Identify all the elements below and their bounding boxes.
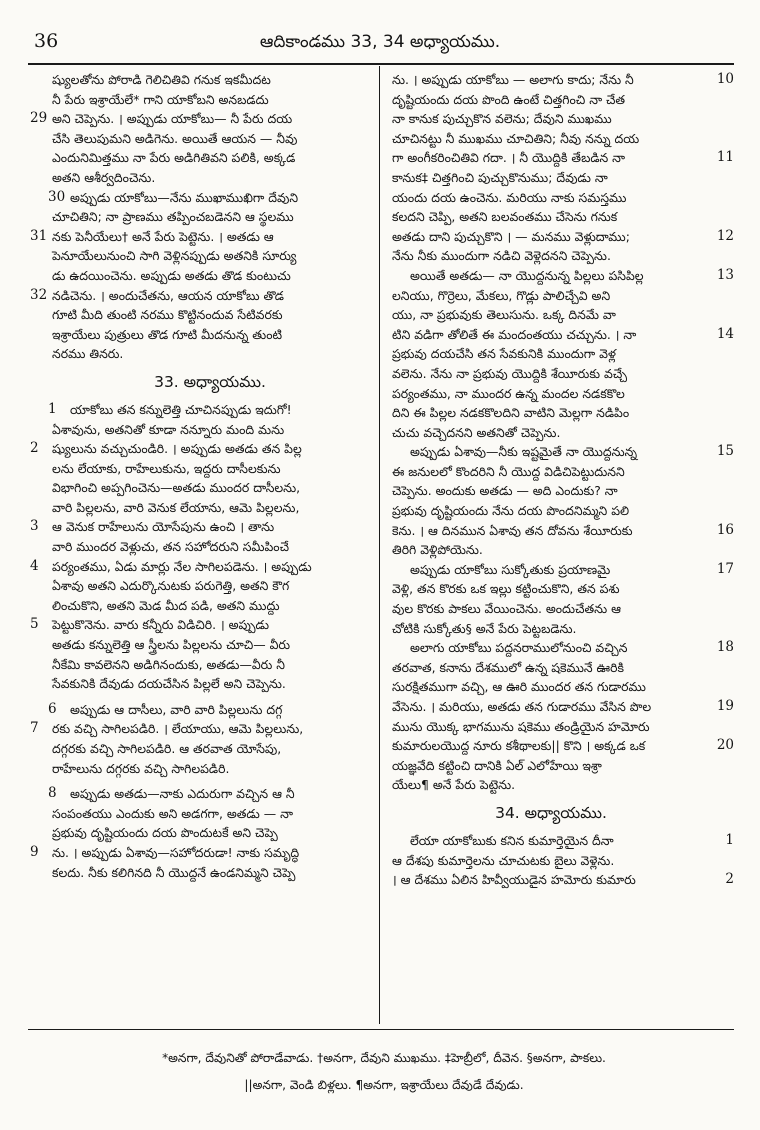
line-text: చూచితిని; నా ప్రాణము తప్పించబడెనని ఆ స్థలము xyxy=(52,209,294,225)
line-text: కుమారులయొద్ద నూరు కశీథాలకు|| కొని । అక్కడ ఒక xyxy=(392,738,646,754)
line-text: టిని వడిగా తోలితే ఈ మందంతయు చచ్చును. । నా xyxy=(392,326,637,342)
line-text: నేను నీకు ముందుగా నడిచి వెళ్లెదనని చెప్పెను. xyxy=(392,248,611,264)
text-line xyxy=(392,129,710,149)
text-line xyxy=(392,364,710,384)
line-text: విభాగించి అప్పగించెను—అతడు ముందర దాసీలను, xyxy=(52,480,301,496)
verse-number: 4 xyxy=(30,557,39,574)
footnote-line: *అనగా, దేవునితో పోరాడేవాడు. †అనగా, దేవుని ముఖము. ‡హెబ్రీలో, దీవెన. §అనగా, పాకలు. xyxy=(162,1051,606,1065)
text-line xyxy=(52,537,368,557)
line-text: యు, నా ప్రభువుకు తెలుసును. ఒక్క దినమే వా xyxy=(392,307,616,323)
line-text: వలెను. నేను నా ప్రభువు యొద్దికి శేయీరుకు వచ్చే xyxy=(392,365,628,381)
line-text: ష్యులతోను పోరాడి గెలిచితివి గనుక ఇకమీదట xyxy=(52,72,271,87)
line-text: కెను. । ఆ దినమున ఏశావు తన దోవను శేయీరుకు xyxy=(392,522,633,538)
footnote-rule xyxy=(28,1029,734,1030)
line-text: యేలు¶ అనే పేరు పెట్టెను. xyxy=(392,777,516,793)
text-line xyxy=(392,70,734,90)
text-line xyxy=(392,109,710,129)
line-text: రకు వచ్చి సాగిలపడిరి. । లేయాయు, ఆమె పిల్లలును, xyxy=(52,721,304,737)
text-line xyxy=(392,501,710,521)
page-number: 36 xyxy=(34,30,59,52)
line-text: దిని ఈ పిల్లల నడకకొలదిని వాటిని మెల్లగా నడిపిం xyxy=(392,405,630,421)
line-text: చేసి తెలుపుమని అడిగెను. అయితే ఆయన — నీవు xyxy=(52,130,298,146)
line-text: పర్యంతము, నా ముందర ఉన్న మందల నడకకొల xyxy=(392,385,625,401)
footnotes xyxy=(44,1045,724,1099)
text-line xyxy=(52,168,368,188)
line-text: వారి పిల్లలను, వారి వెనుక లేయాను, ఆమె పిల్లలను, xyxy=(52,499,300,515)
text-line xyxy=(52,207,368,227)
text-line xyxy=(52,148,368,168)
line-text: అతడు దాని పుచ్చుకొని । — మనము వెళ్లుదాము; xyxy=(392,228,630,244)
line-text: కలదని చెప్పి, అతని బలవంతము చేసెను గనుక xyxy=(392,209,618,225)
line-text: సేవకునికి దేవుడు దయచేసిన పిల్లలే అని చెప్పెను. xyxy=(52,676,286,692)
footnote-line: ||అనగా, వెండి బిళ్లలు. ¶అనగా, ఇశ్రాయేలు దేవుడే దేవుడు. xyxy=(244,1078,524,1092)
line-text: దగ్గరకు వచ్చి సాగిలపడిరి. ఆ తరవాత యోసేపు, xyxy=(52,741,282,756)
verse-number: 17 xyxy=(716,560,734,577)
text-line xyxy=(392,168,710,188)
chapter-heading xyxy=(392,795,710,831)
line-text: నకు పెనీయేలు† అనే పేరు పెట్టెను. । అతడు ఆ xyxy=(52,228,274,244)
line-text: కానుక‡ చిత్తగించి పుచ్చుకొనుము; దేవుడు నా xyxy=(392,169,608,185)
line-text: అతని ఆశీర్వదించెను. xyxy=(52,169,156,185)
line-text: పెనూయేలునుంచి సాగి వెళ్లినప్పుడు అతనికి సూర్యు xyxy=(52,248,297,264)
line-text: ఏశావును, అతనితో కూడా నన్నూరు మంది మను xyxy=(52,421,285,437)
line-text: అలాగు యాకోబు పద్దనరాములోనుంచి వచ్చిన xyxy=(410,640,628,656)
line-text: ప్రభువు దృష్టియందు నేను దయ పొందనిమ్మని పలి xyxy=(392,503,630,519)
line-text: అతడు కన్నులెత్తి ఆ స్త్రీలను పిల్లలను చూచి— వీరు xyxy=(52,637,291,653)
column-divider xyxy=(379,66,380,1024)
line-text: చూచినట్టు నీ ముఖము చూచితిని; నీవు నన్ను దయ xyxy=(392,130,640,146)
line-text: యాకోబు తన కన్నులెత్తి చూచినప్పుడు ఇదుగో! xyxy=(70,401,292,417)
text-line xyxy=(52,635,368,655)
text-line xyxy=(52,459,368,479)
line-text: చుచు వచ్చెదనని అతనితో చెప్పెను. xyxy=(392,424,561,440)
text-line xyxy=(392,775,710,795)
text-line xyxy=(52,478,368,498)
text-line xyxy=(392,266,734,286)
verse-number: 30 xyxy=(48,188,66,205)
line-text: సురక్షితముగా వచ్చి, ఆ ఊరి ముందర తన గుడారము xyxy=(392,679,646,695)
text-line xyxy=(392,579,710,599)
line-text: లను లేయాకు, రాహేలుకును, ఇద్దరు దాసీలకును xyxy=(52,460,281,476)
line-text: ఎందునిమిత్తము నా పేరు అడిగితివని పలికి, అక్కడ xyxy=(52,150,296,166)
line-text: పెట్టుకొనెను. వారు కన్నీరు విడిచిరి. । అప్పుడు xyxy=(52,617,269,633)
line-text: లేయా యాకోబుకు కనిన కుమార్తెయైన దీనా xyxy=(410,832,614,848)
verse-number: 13 xyxy=(716,266,734,283)
line-text: ఏశావు అతని ఎదుర్కొనుటకు పరుగెత్తి, అతని కౌగ xyxy=(52,578,290,594)
verse-number: 8 xyxy=(48,785,57,802)
line-text: అయితే అతడు— నా యొద్దనున్న పిల్లలు పసిపిల్ల xyxy=(410,267,644,283)
text-line xyxy=(392,462,710,482)
text-line xyxy=(30,439,368,459)
line-text: డు ఉదయించెను. అప్పుడు అతడు తొడ కుంటుచు xyxy=(52,267,291,283)
text-line xyxy=(392,736,734,756)
text-line xyxy=(392,90,710,110)
text-line xyxy=(52,90,368,110)
line-text: చోటికి సుక్కోతు§ అనే పేరు పెట్టబడెను. xyxy=(392,620,577,636)
line-text: అప్పుడు యాకోబు సుక్కోతుకు ప్రయాణమై xyxy=(410,561,611,577)
line-text: ఈ జనులలో కొందరిని నీ యొద్ద విడిచిపెట్టుదునని xyxy=(392,463,625,479)
text-line xyxy=(52,863,368,883)
text-line xyxy=(30,719,368,739)
text-line xyxy=(392,717,710,737)
text-line xyxy=(30,615,368,635)
line-text: గా అంగీకరించితివి గదా. । నీ యొద్దికి తేబడిన నా xyxy=(392,150,626,166)
line-text: అప్పుడు ఏశావు—నీకు ఇష్టమైతే నా యొద్దనున్న xyxy=(410,444,637,460)
line-text: కలదు. నీకు కలిగినది నీ యొద్దనే ఉండనిమ్మని చెప్పె xyxy=(52,864,296,880)
text-line xyxy=(392,481,710,501)
line-text: పర్యంతము, ఏడు మార్లు నేల సాగిలపడెను. । అప్పుడు xyxy=(52,558,312,574)
line-text: దృష్టియందు దయ పొంది ఉంటే చిత్తగించి నా చేత xyxy=(392,91,626,107)
text-line xyxy=(48,400,368,420)
line-text: మును యొక్క భాగమును షకెము తండ్రియైన హమోరు xyxy=(392,718,650,734)
text-line xyxy=(392,619,710,639)
text-line xyxy=(392,599,710,619)
line-text: లనియు, గొర్రెలు, మేకలు, గొడ్లు పాలిచ్చేవి అని xyxy=(392,287,611,303)
line-text: । ఆ దేశము ఏలిన హివ్వీయుడైన హమోరు కుమారు xyxy=(392,872,636,888)
text-line xyxy=(52,266,368,286)
text-line xyxy=(52,246,368,266)
line-text: వేసెను. । మరియు, అతడు తన గుడారము వేసిన పొల xyxy=(392,699,652,714)
text-line xyxy=(392,227,734,247)
chapter-heading xyxy=(52,364,368,400)
text-line xyxy=(52,70,368,90)
text-line xyxy=(30,227,368,247)
text-line xyxy=(52,655,368,675)
line-text: నీ పేరు ఇశ్రాయేలే* గాని యాకోబని అనబడదు xyxy=(52,91,269,107)
line-text: ఆ వెనుక రాహేలును యోసేపును ఉంచి । తాను xyxy=(52,519,275,535)
text-line xyxy=(392,305,710,325)
line-text: అప్పుడు అతడు—నాకు ఎదురుగా వచ్చిన ఆ నీ xyxy=(70,786,295,802)
text-line xyxy=(52,804,368,824)
verse-number: 29 xyxy=(30,110,48,127)
line-text: తరవాత, కనాను దేశములో ఉన్న షకెమునే ఊరికి xyxy=(392,659,624,675)
text-line xyxy=(392,851,710,871)
verse-number: 7 xyxy=(30,720,39,737)
text-line xyxy=(392,188,710,208)
verse-number: 32 xyxy=(30,286,48,303)
verse-number: 11 xyxy=(716,149,734,166)
verse-number: 9 xyxy=(30,843,39,860)
line-text: అప్పుడు ఆ దాసీలు, వారి వారి పిల్లలును దగ్గ xyxy=(70,701,283,717)
line-text: యందు దయ ఉంచెను. మరియు నాకు సమస్తము xyxy=(392,189,627,205)
line-text: లించుకొని, అతని మెడ మీద పడి, అతని ముద్దు xyxy=(52,597,280,613)
text-line xyxy=(52,576,368,596)
text-line xyxy=(392,286,710,306)
text-line xyxy=(30,109,368,129)
line-text: 33. అధ్యాయము. xyxy=(154,372,266,391)
text-line xyxy=(30,286,368,306)
left-column xyxy=(30,70,368,882)
verse-number: 1 xyxy=(48,400,57,417)
text-line xyxy=(392,756,710,776)
line-text: సంపంతయు ఎందుకు అని అడగగా, అతడు — నా xyxy=(52,805,293,821)
verse-number: 2 xyxy=(725,871,734,888)
text-line xyxy=(392,384,710,404)
text-line xyxy=(52,129,368,149)
line-text: 34. అధ్యాయము. xyxy=(495,803,607,822)
text-line xyxy=(52,739,368,759)
line-text: ఆ దేశపు కుమార్తెలను చూచుటకు బైలు వెళ్లెను. xyxy=(392,852,615,868)
text-line xyxy=(392,403,710,423)
text-line xyxy=(52,596,368,616)
text-line xyxy=(392,423,710,443)
text-line xyxy=(52,674,368,694)
verse-number: 5 xyxy=(30,616,39,633)
text-line xyxy=(52,759,368,779)
verse-number: 19 xyxy=(716,698,734,714)
verse-number: 6 xyxy=(48,700,57,717)
text-line xyxy=(392,831,734,851)
text-line xyxy=(52,420,368,440)
text-line xyxy=(392,870,734,890)
line-text: వారి ముందర వెళ్లుచు, తన సహోదరుని సమీపించే xyxy=(52,539,290,555)
line-text: వుల కొరకు పాకలు వేయించెను. అందుచేతను ఆ xyxy=(392,601,621,617)
verse-number: 31 xyxy=(30,227,48,244)
verse-number: 1 xyxy=(725,831,734,848)
line-text: రాహేలును దగ్గరకు వచ్చి సాగిలపడిరి. xyxy=(52,760,230,776)
line-text: నడిచెను. । అందుచేతను, ఆయన యాకోబు తొడ xyxy=(52,287,284,303)
line-text: ష్యులును వచ్చుచుండిరి. । అప్పుడు అతడు తన పిల్ల xyxy=(52,441,302,457)
text-line xyxy=(52,498,368,518)
text-line xyxy=(52,325,368,345)
line-text: నా కానుక పుచ్చుకొన వలెను; దేవుని ముఖము xyxy=(392,111,612,127)
text-line xyxy=(392,521,734,541)
line-text: నీకేమి కావలెనని అడిగినందుకు, అతడు—వీరు నీ xyxy=(52,656,285,672)
text-line xyxy=(48,700,368,720)
verse-number: 15 xyxy=(716,443,734,460)
text-line xyxy=(392,246,710,266)
verse-number: 16 xyxy=(716,521,734,538)
verse-number: 20 xyxy=(716,737,734,754)
text-line xyxy=(392,560,734,580)
text-line xyxy=(392,207,710,227)
line-text: తిరిగి వెళ్లిపోయెను. xyxy=(392,542,483,558)
text-line xyxy=(392,344,710,364)
text-line xyxy=(392,697,734,717)
running-title: ఆదికాండము 33, 34 అధ్యాయము. xyxy=(259,32,501,52)
text-line xyxy=(392,442,734,462)
verse-number: 2 xyxy=(30,440,39,457)
text-line xyxy=(48,784,368,804)
line-text: వెళ్లి, తన కొరకు ఒక ఇల్లు కట్టించుకొని, తన పశు xyxy=(392,581,620,597)
text-line xyxy=(52,823,368,843)
verse-number: 12 xyxy=(716,227,734,244)
line-text: ను. । అప్పుడు యాకోబు — అలాగు కాదు; నేను నీ xyxy=(392,72,634,87)
text-line xyxy=(392,658,710,678)
text-line xyxy=(392,677,710,697)
line-text: యజ్ఞవేది కట్టించి దానికి ఏల్ ఎలోహేయి ఇశ్రా xyxy=(392,757,602,773)
text-line xyxy=(30,557,368,577)
line-text: ప్రభువు దయచేసి తన సేవకునికి ముందుగా వెళ్ల xyxy=(392,346,616,362)
line-text: ఇశ్రాయేలు పుత్రులు తొడ గూటి మీదనున్న తుంటి xyxy=(52,326,283,342)
verse-number: 10 xyxy=(716,71,734,87)
text-line xyxy=(52,305,368,325)
line-text: చెప్పెను. అందుకు అతడు — అది ఎందుకు? నా xyxy=(392,483,618,499)
text-line xyxy=(392,638,734,658)
line-text: నరము తినరు. xyxy=(52,346,124,362)
verse-number: 14 xyxy=(716,325,734,342)
text-line xyxy=(392,540,710,560)
text-line xyxy=(392,325,734,345)
header-rule xyxy=(28,63,734,65)
text-line xyxy=(392,148,734,168)
text-line xyxy=(30,517,368,537)
text-line xyxy=(30,843,368,863)
text-line xyxy=(52,344,368,364)
line-text: అని చెప్పెను. । అప్పుడు యాకోబు— నీ పేరు దయ xyxy=(52,111,293,127)
verse-number: 18 xyxy=(716,639,734,656)
line-text: అప్పుడు యాకోబు—నేను ముఖాముఖిగా దేవుని xyxy=(70,189,299,205)
right-column xyxy=(392,70,734,890)
text-line xyxy=(48,188,368,208)
line-text: ప్రభువు దృష్టియందు దయ పొందుటకే అని చెప్పె xyxy=(52,825,278,841)
line-text: గూటి మీది తుంటి నరము కొట్టినందువ సేటివరకు xyxy=(52,307,283,323)
line-text: ను. । అప్పుడు ఏశావు—సహోదరుడా! నాకు సమృద్ధి xyxy=(52,844,300,860)
verse-number: 3 xyxy=(30,518,39,535)
